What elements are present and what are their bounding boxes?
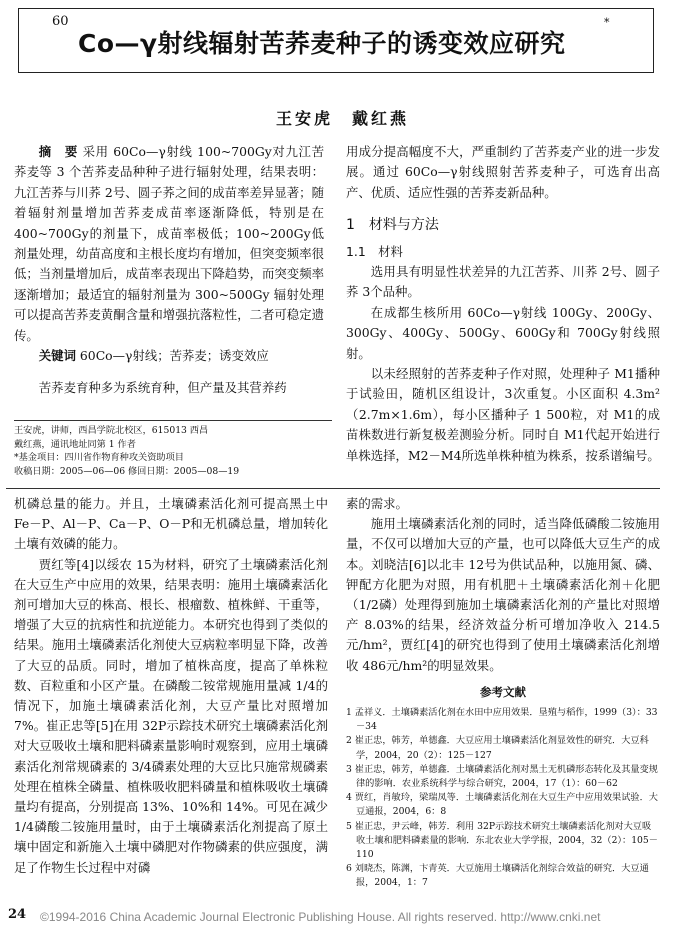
reference-item: 5 崔正忠，尹云峰，韩芳．利用 32P示踪技术研究土壤磷素活化剂对大豆吸收土壤和肥料磷素量的影响．东北农业大学学报，2004，32（2）：105－110: [346, 820, 658, 861]
right-upper-column: [346, 142, 660, 466]
lower-left-paragraph-2: 贾红等[4]以绥农 15为材料，研究了土壤磷素活化剂在大豆生产中应用的效果，结果表明：施用土壤磷素活化剂可增加大豆的株高、根长、根瘤数、植株鲜、干重等，增强了大豆的抗病性和抗逆能力。本研究也得到了类似的结果。施用土壤磷素活化剂使大豆病粒率明显下降，改善了大豆的品质。同时，增加了植株高度，提高了单株粒数、百粒重和小区产量。在磷酸二铵常规施用量减 1/4的情况下，加施土壤磷素活化剂，大豆产量比对照增加 7%。崔正忠等[5]在用 32P示踪技术研究土壤磷素活化剂对大豆吸收土壤和肥料磷素量影响时观察到，应用土壤磷素活化剂常规磷素的 3/4磷素处理的大豆比只施常规磷素处理在植株全磷量、植株吸收肥料磷量和植株吸收土壤磷量均有提高，分别提高 13%、10%和 14%。可见在减少 1/4磷酸二铵施用量时，由于土壤磷素活化剂提高了原土壤中固定和新施入土壤中磷肥对作物磷素的供应强度，满足了作物生长过程中对磷: [14, 556, 328, 875]
footnote-author-2: 戴红燕，通讯地址同第 1 作者: [14, 438, 136, 450]
materials-paragraph-1: 选用具有明显性状差异的九江苦荞、川荞 2号、圆子荞 3个品种。: [346, 264, 660, 300]
reference-item: 2 崔正忠，韩芳，单德鑫．大豆应用土壤磷素活化剂显效性的研究．大豆科学，2004，20（2）：125－127: [346, 735, 649, 761]
keywords-label: 关键词: [38, 348, 76, 364]
footnote-dates: 收稿日期：2005—06—06 修回日期：2005—08—19: [14, 465, 240, 477]
title-footnote-star: *: [604, 16, 610, 29]
authors: 王安虎 戴红燕: [276, 109, 410, 128]
article-title: Co—γ射线辐射苦荞麦种子的诱变效应研究: [78, 29, 566, 58]
section-heading-materials-methods: 1 材料与方法: [346, 217, 439, 234]
footnote-author-1: 王安虎，讲师，西昌学院北校区，615013 西昌: [14, 425, 209, 436]
subsection-heading-materials: 1.1 材料: [346, 243, 403, 259]
keywords-line: [14, 346, 324, 366]
abstract-label: 摘 要: [38, 144, 78, 159]
lower-left-column: [14, 494, 328, 878]
abstract-text: 采用 60Co—γ射线 100~700Gy对九江苦荞麦等 3 个苦荞麦品种种子进行辐射处理，结果表明：九江苦荞与川荞 2号、圆子荞之间的成苗率差异显著；随着辐射剂量增加苦荞麦成苗率逐渐降低，特别是在 400~700Gy的剂量下，成苗率极低；100~200Gy低剂量处理，幼苗高度和主根长度均有增加，但突变频率很低；当剂量增加后，成苗率表现出下降趋势，而突变频率逐渐增加；最适宜的辐射剂量为 300~500Gy 辐射处理可以提高苦荞麦黄酮含量和增强抗落粒性，二者可稳定遗传。: [14, 144, 324, 343]
reference-item: 1 孟祥义．土壤磷素活化剂在水田中应用效果．垦殖与稻作，1999（3）：33－34: [346, 707, 658, 733]
keywords-text: 60Co—γ射线；苦荞麦；诱变效应: [79, 348, 269, 364]
lower-left-paragraph-1: 机磷总量的能力。并且，土壤磷素活化剂可提高黑土中 Fe－P、Al－P、Ca－P、O－P和无机磷总量，增加转化土壤有效磷的能力。: [14, 496, 328, 552]
reference-item: 3 崔正忠，韩芳，单德鑫．土壤磷素活化剂对黑土无机磷形态转化及其量变规律的影响．农业系统科学与综合研究，2004，17（1）：60－62: [346, 763, 658, 790]
materials-paragraph-2: 在成都生核所用 60Co—γ射线 100Gy、200Gy、300Gy、400Gy、500Gy、600Gy和 700Gy射线照射。: [346, 304, 660, 361]
references-heading: 参考文献: [480, 684, 526, 699]
materials-paragraph-3: 以未经照射的苦荞麦种子作对照，处理种子 M1播种于试验田，随机区组设计，3次重复。小区面积 4.3m²（2.7m×1.6m），每小区播种子 1 500粒，对 M1的成苗株数进行新复极差测验分析。同时自 M1代起开始进行单株选择，M2－M4所选单株种植为株系，按系谱编号。: [346, 366, 660, 463]
article-separator-line: [6, 488, 660, 489]
title-isotope-superscript: 60: [52, 14, 69, 29]
lower-right-paragraph-1: 施用土壤磷素活化剂的同时，适当降低磷酸二铵施用量，不仅可以增加大豆的产量，也可以降低大豆生产的成本。刘晓洁[6]以北丰 12号为供试品种，以施用氮、磷、钾配方化肥为对照，用有机肥＋土壤磷素活化剂＋化肥（1/2磷）处理得到施加土壤磷素活化剂的产量比对照增产 8.03%的结果，经济效益分析可增加净收入 214.5元/hm²，贾红[4]的研究也得到了使用土壤磷素活化剂增收 486元/hm²的明显效果。: [346, 516, 660, 673]
copyright-footer: ©1994-2016 China Academic Journal Electronic Publishing House. All rights reserved. http://www.cnki.net: [40, 910, 601, 924]
abstract-paragraph: [14, 142, 324, 346]
intro-right-paragraph: 用成分提高幅度不大，严重制约了苦荞麦产业的进一步发展。通过 60Co—γ射线照射苦荞麦种子，可选育出高产、优质、适应性强的苦荞麦新品种。: [346, 144, 660, 200]
lower-right-paragraph-0: 素的需求。: [346, 496, 408, 511]
page-number: 24: [8, 907, 27, 922]
reference-item: 4 贾红，肖敏玲，梁瑞凤等．土壤磷素活化剂在大豆生产中应用效果试验．大豆通报，2004，6：8: [346, 792, 658, 818]
reference-item: 6 刘晓杰，陈渊，卞青英．大豆施用土壤磷活化剂综合效益的研究．大豆通报，2004，1：7: [346, 863, 649, 889]
intro-left-paragraph: 苦荞麦育种多为系统育种，但产量及其营养药: [38, 380, 287, 396]
footnote-fund: *基金项目：四川省作物育种攻关资助项目: [14, 452, 184, 464]
footnotes: [14, 420, 332, 478]
lower-right-column: [346, 494, 660, 891]
abstract-column: [14, 142, 324, 399]
